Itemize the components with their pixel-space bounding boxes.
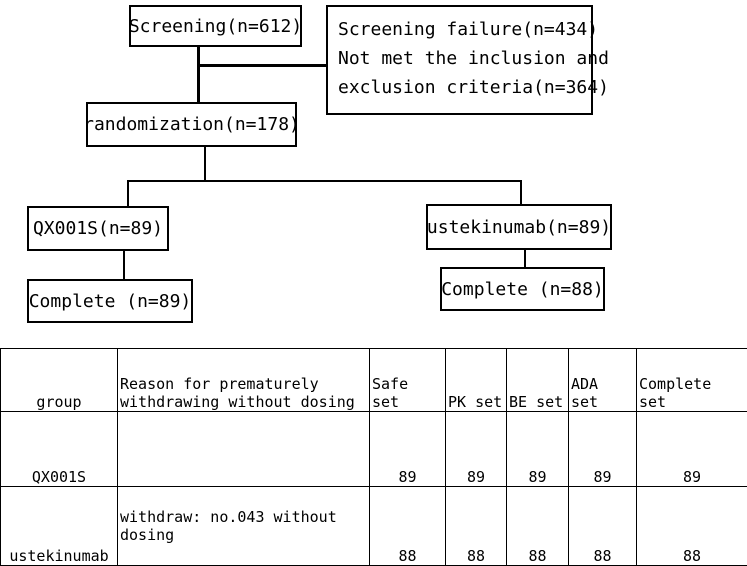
cell-ada-set: 89 — [569, 412, 637, 487]
cell-reason-text: withdraw: no.043 without dosing — [120, 508, 337, 544]
connector-arm-b-complete — [524, 250, 526, 267]
screening-failure-box — [326, 5, 593, 115]
cell-safe-set: 88 — [370, 487, 446, 566]
connector-arm-b-drop — [520, 180, 522, 204]
header-pk-set: PK set — [446, 349, 507, 412]
header-group: group — [1, 349, 118, 412]
header-reason-line-2: withdrawing without dosing — [120, 393, 367, 411]
cell-pk-set: 88 — [446, 487, 507, 566]
header-ada-set: ADA set — [569, 349, 637, 412]
cell-ada-set: 88 — [569, 487, 637, 566]
cell-complete-set: 88 — [637, 487, 747, 566]
connector-to-failure — [197, 64, 326, 67]
header-safe-set: Safe set — [370, 349, 446, 412]
results-table — [0, 348, 747, 566]
cell-group: ustekinumab — [1, 487, 118, 566]
table-row — [1, 487, 747, 566]
randomization-box — [86, 102, 297, 147]
connector-screening-down — [197, 47, 200, 102]
arm-b-label: ustekinumab(n=89) — [427, 217, 611, 238]
failure-line-3: exclusion criteria(n=364) — [338, 73, 591, 102]
screening-label: Screening(n=612) — [129, 16, 302, 37]
arm-a-complete-label: Complete (n=89) — [29, 291, 192, 312]
arm-b-complete-label: Complete (n=88) — [441, 279, 604, 300]
table-row — [1, 412, 747, 487]
failure-line-1: Screening failure(n=434) — [338, 15, 591, 44]
table-header-row — [1, 349, 747, 412]
screening-box — [129, 5, 302, 47]
cell-group: QX001S — [1, 412, 118, 487]
cell-pk-set: 89 — [446, 412, 507, 487]
header-be-set: BE set — [507, 349, 569, 412]
failure-line-2: Not met the inclusion and — [338, 44, 591, 73]
arm-a-complete-box — [27, 279, 193, 323]
connector-randomization-down — [204, 147, 206, 181]
randomization-label: randomization(n=178) — [83, 114, 300, 135]
connector-horizontal-split — [127, 180, 522, 182]
cell-complete-set: 89 — [637, 412, 747, 487]
cell-reason — [118, 412, 370, 487]
header-reason — [118, 349, 370, 412]
connector-arm-a-drop — [127, 180, 129, 206]
arm-b-complete-box — [440, 267, 605, 311]
cell-be-set: 88 — [507, 487, 569, 566]
header-reason-line-1: Reason for prematurely — [120, 375, 367, 393]
arm-a-label: QX001S(n=89) — [33, 218, 163, 239]
cell-safe-set: 89 — [370, 412, 446, 487]
connector-arm-a-complete — [123, 251, 125, 279]
arm-b-box — [426, 204, 612, 250]
cell-be-set: 89 — [507, 412, 569, 487]
arm-a-box — [27, 206, 169, 251]
header-complete-set: Complete set — [637, 349, 747, 412]
cell-reason — [118, 487, 370, 566]
